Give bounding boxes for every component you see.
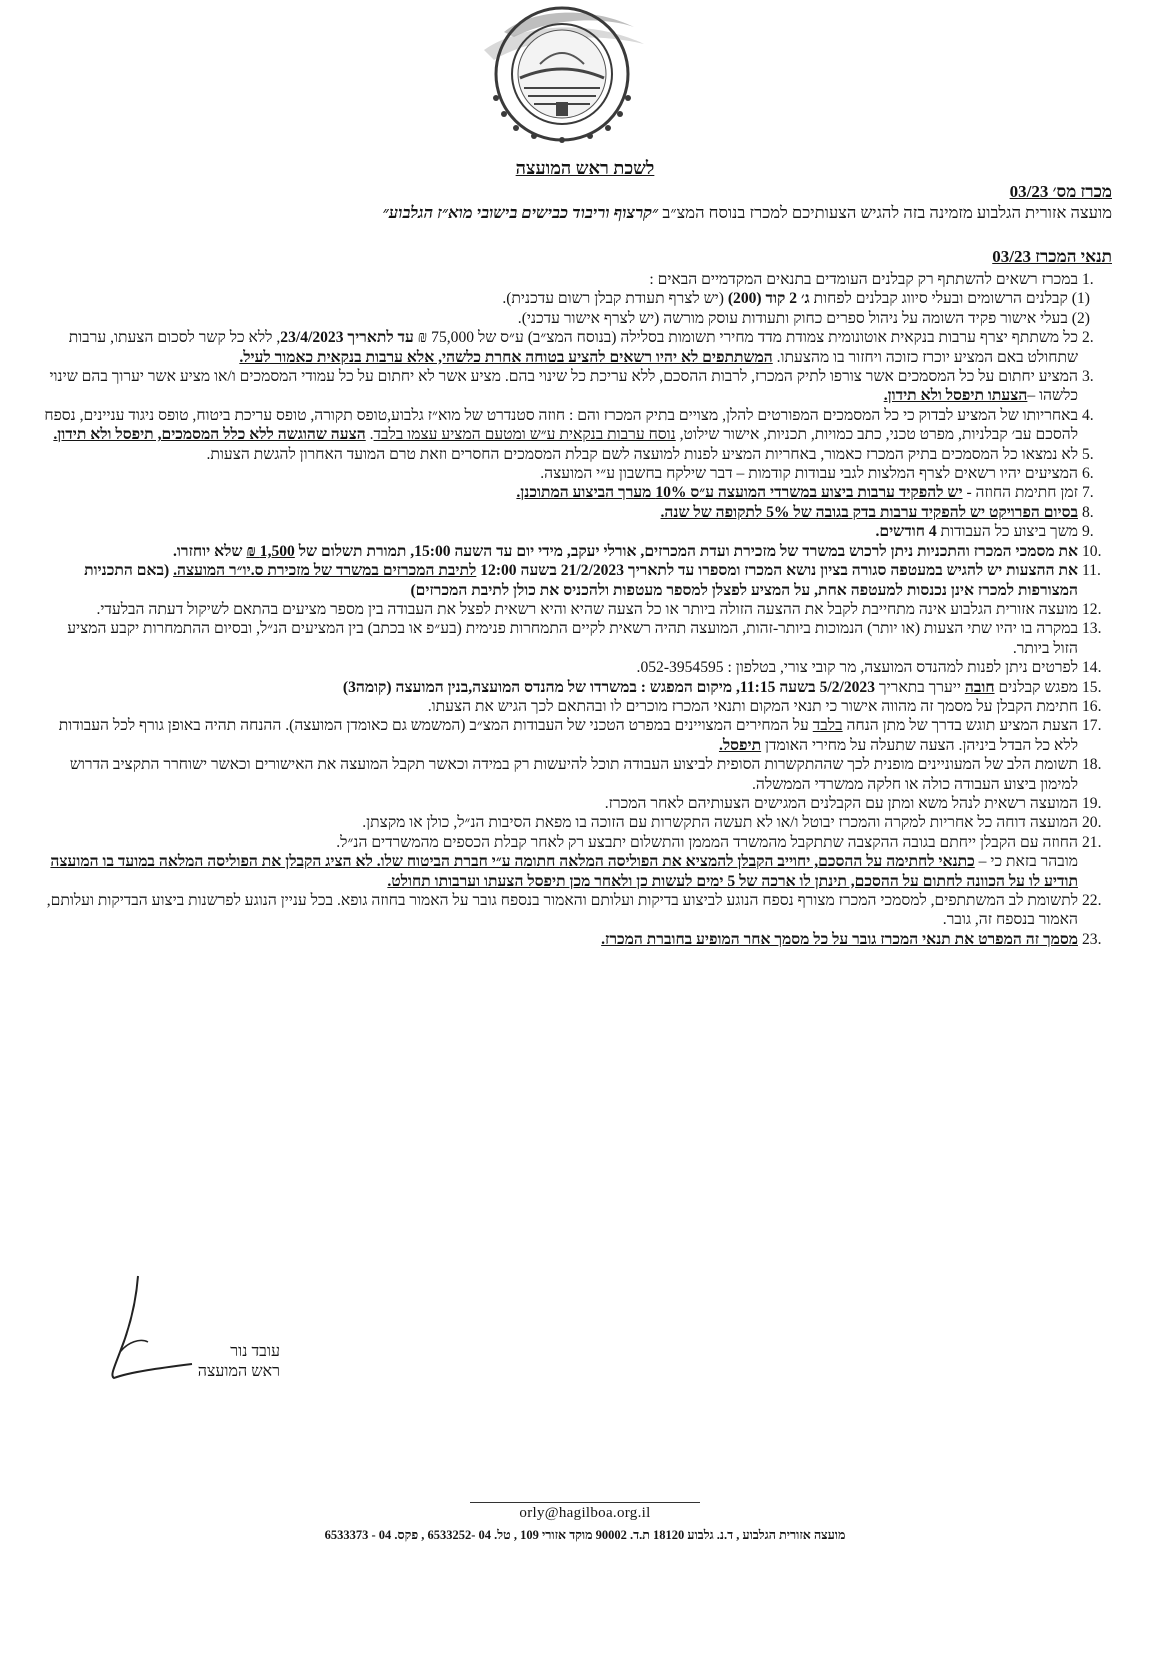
- condition-text: (יש לצרף תעודת קבלן רשום עדכנית).: [502, 290, 728, 308]
- condition-text: חתימת הקבלן על מסמך זה מהווה אישור כי תנאי המקום ותנאי המכרז מוכרים לו ובהתאם לכך הגיש את הצעתו.: [427, 697, 1078, 715]
- condition-text: המועצה רשאית לנהל משא ומתן עם הקבלנים המגישים הצעותיהם לאחר המכרז.: [604, 794, 1078, 812]
- condition-item: [40, 891, 1112, 930]
- condition-text: 1,500 ₪: [246, 542, 295, 560]
- condition-item: [40, 367, 1112, 406]
- condition-item: [40, 658, 1112, 677]
- condition-number: 17.: [1082, 717, 1102, 735]
- condition-text: המציעים יהיו רשאים לצרף המלצות לגבי עבודות קודמות – דבר שילקח בחשבון ע״י המועצה.: [540, 465, 1078, 483]
- condition-text: (באם התכניות המצורפות למכרז אינן נכנסות למעטפה אחת, על המציע לפצלן למספר מעטפות ולהכניס את כולן לתיבת המכרזים): [84, 562, 1078, 599]
- condition-item: [40, 600, 1112, 619]
- condition-text: על המחירים המצויינים במפרט הטכני של העבודות המצ״ב (המשמש גם כאומדן המועצה). ההנחה תהיה באופן גורף לכל העבודות ללא כל הבדל ביניהן. הצעה שתעלה על מחירי האומדן: [58, 717, 1078, 754]
- condition-text: זמן חתימת החוזה -: [962, 484, 1078, 502]
- condition-text: את מסמכי המכרז והתכניות ניתן לרכוש במשרד של מזכירת ועדת המכרזים, אורלי יעקב, מידי יום עד השעה 15:00, תמורת תשלום של: [294, 542, 1078, 560]
- condition-item: [40, 561, 1112, 600]
- signer-name: עובד נור: [230, 1343, 280, 1360]
- condition-number: 11.: [1082, 562, 1101, 580]
- signer-title: ראש המועצה: [197, 1363, 280, 1380]
- condition-text: ג׳ 2 קוד (200): [727, 290, 810, 308]
- condition-number: 22.: [1082, 892, 1102, 909]
- conditions-title: תנאי המכרז 03/23: [992, 247, 1112, 266]
- condition-text: לתשומת לב המשתתפים, למסמכי המכרז מצורף נספח הנוגע לביצוע בדיקות ועלותם והאמור בנספח גובר על האמור בחוזה גופא. בכל עניין הנוגע לפרשנות ביצוע הבדיקות ועלותם, האמור בנספח זה, גובר.: [46, 892, 1078, 929]
- condition-text: המציע יחתום על כל המסמכים אשר צורפו לתיק המכרז, לרבות ההסכם, ללא עריכת כל שינוי בהם. מציע אשר לא יחתום על כל עמודי המסמכים ו/או מציע אשר יערוך בהם שינוי כלשהו –: [49, 368, 1078, 405]
- condition-item: [40, 464, 1112, 483]
- condition-number: 8.: [1082, 503, 1094, 521]
- condition-text: תשומת הלב של המעוניינים מופנית לכך שההתקשרות הסופית לביצוע העבודה תוכל להיעשות רק במידה וכאשר תקבל המועצה את האישורים וכאשר ישוחרר התקציב הדרוש למימון ביצוע העבודה כולה או חלקה ממשרדי הממשלה.: [69, 756, 1078, 793]
- condition-number: 20.: [1082, 814, 1102, 832]
- condition-text: 5/2/2023 בשעה 11:15, מיקום המפגש : במשרדו של מהנדס המועצה,בנין המועצה (קומה3): [342, 678, 876, 696]
- condition-item: [40, 852, 1112, 891]
- condition-number: 13.: [1082, 620, 1102, 638]
- footer-email: orly@hagilboa.org.il: [519, 1505, 651, 1521]
- condition-text: מובהר בזאת כי –: [974, 853, 1078, 871]
- condition-item: [40, 619, 1112, 658]
- condition-item: [40, 794, 1112, 813]
- condition-text: , ללא כל קשר לסכום הצעתו, ערבות שתחולט באם המציע יוכרז כזוכה ויחזור בו מהצעתו.: [68, 329, 1078, 366]
- condition-text: את ההצעות יש להגיש במעטפה סגורה בציון נושא המכרז ומספרו עד לתאריך 21/2/2023 בשעה 12:00: [476, 562, 1078, 580]
- condition-text: באחריותו של המציע לבדוק כי כל המסמכים המפורטים להלן, מצויים בתיק המכרז והם : חוזה סטנדרט של מוא״ז גלבוע,טופס תקורה, טופס עריכת ביטוח, טופס ניגוד עניינים, נספח להסכם עב׳ קבלניות, מפרט טכני, כתב כמויות, תכניות, אישור שילוט,: [44, 406, 1078, 444]
- condition-text: חובה: [964, 678, 995, 696]
- footer-address: מועצה אזורית הגלבוע , ד.נ. גלבוע 18120 ת.ד. 90002 מוקד אזורי 109 , טל. 04 -6533252 , פקס. 04 - 6533373: [324, 1528, 846, 1542]
- condition-number: 21.: [1082, 833, 1102, 851]
- condition-text: כתנאי לחתימה על ההסכם, יחוייב הקבלן להמציא את הפוליסה המלאה חתומה ע״י חברת הביטוח שלו. לא הציג הקבלן את הפוליסה המלאה במועד בו המועצה תודיע לו על הכוונה לחתום על ההסכם, תינתן לו ארכה של 5 ימים לעשות כן ולאחר מכן תיפסל הצעתו וערבותו תחולט.: [50, 853, 1078, 890]
- tender-number: מכרז מס׳ 03/23: [1009, 182, 1112, 201]
- condition-text: נוסח ערבות בנקאית ע״ש ומטעם המציע עצמו בלבד: [373, 426, 676, 444]
- condition-text: מסמך זה המפרט את תנאי המכרז גובר על כל מסמך אחר המופיע בחוברת המכרז.: [601, 930, 1078, 948]
- condition-text: מועצה אזורית הגלבוע אינה מתחייבת לקבל את ההצעה הזולה ביותר או כל הצעה שהיא והיא רשאית לפצל את העבודה בין מספר מציעים בהתאם לשיקול דעתה הבלעדי.: [96, 600, 1078, 618]
- condition-text: בסיום הפרויקט יש להפקיד ערבות בדק בגובה של 5% לתקופה של שנה.: [660, 503, 1078, 521]
- condition-number: 4.: [1082, 406, 1094, 424]
- condition-item: [40, 522, 1112, 541]
- condition-number: 14.: [1082, 659, 1102, 677]
- condition-number: 18.: [1082, 756, 1102, 774]
- condition-text: לפרטים ניתן לפנות למהנדס המועצה, מר קובי צורי, בטלפון : 052-3954595.: [636, 659, 1078, 677]
- condition-text: המשתתפים לא יהיו רשאים להציע בטוחה אחרת כלשהי, אלא ערבות בנקאית כאמור לעיל.: [239, 348, 773, 366]
- condition-item: [40, 406, 1112, 445]
- condition-item: [40, 678, 1112, 697]
- condition-item: [40, 755, 1112, 794]
- condition-number: 23.: [1082, 930, 1102, 948]
- condition-text: המועצה דוחה כל אחריות למקרה והמכרז יבוטל ו/או לא תעשה התקשרות עם הזוכה בו מפאת הסיבות הנ״ל, כולן או מקצתן.: [362, 814, 1078, 832]
- condition-text: עד לתאריך 23/4/2023: [280, 329, 414, 347]
- condition-item: [40, 503, 1112, 522]
- condition-text: תיפסל.: [718, 736, 762, 754]
- condition-text: במקרה בו יהיו שתי הצעות (או יותר) הנמוכות ביותר-זהות, המועצה תהיה רשאית לקיים התמחרות פנימית (בע״פ או בכתב) בין המציעים הנ״ל, ובסיום ההתמחרות יקבע המציע הזול ביותר.: [67, 620, 1078, 657]
- condition-text: שלא יוחזרו.: [173, 542, 247, 560]
- condition-number: 2.: [1082, 329, 1094, 347]
- condition-number: 6.: [1082, 465, 1094, 483]
- condition-item: [40, 833, 1112, 852]
- condition-number: 5.: [1082, 445, 1094, 463]
- condition-text: ייערך בתאריך: [875, 678, 965, 696]
- condition-text: (2) בעלי אישור פקיד השומה על ניהול ספרים כחוק ותעודות עוסק מורשה (יש לצרף אישור עדכני).: [517, 309, 1090, 327]
- condition-item: [40, 542, 1112, 561]
- condition-text: בלבד: [812, 717, 843, 735]
- invitation-line: [40, 203, 1112, 223]
- condition-item: [40, 270, 1112, 289]
- condition-item: [40, 697, 1112, 716]
- condition-text: לא נמצאו כל המסמכים בתיק המכרז כאמור, באחריות המציע לפנות למועצה לשם קבלת המסמכים החסרים וזאת טרם המועד האחרון להגשת הצעות.: [206, 445, 1078, 463]
- condition-number: 3.: [1082, 368, 1094, 386]
- condition-text: משך ביצוע כל העבודות: [936, 523, 1078, 541]
- condition-text: הצעה שהוגשה ללא כלל המסמכים, תיפסל ולא תידון.: [53, 426, 366, 444]
- condition-number: 12.: [1082, 600, 1102, 618]
- condition-text: הצעת המציע תוגש בדרך של מתן הנחה: [842, 717, 1078, 735]
- invitation-prefix: מועצה אזורית הגלבוע מזמינה בזה להגיש הצעותיכם למכרז בנוסח המצ״ב: [662, 203, 1112, 222]
- condition-item: [40, 716, 1112, 755]
- condition-number: 16.: [1082, 697, 1102, 715]
- condition-number: 10.: [1082, 542, 1102, 560]
- footer-divider: [470, 1502, 700, 1503]
- council-seal-logo: [444, 2, 674, 158]
- condition-text: 4 חודשים.: [875, 523, 937, 541]
- condition-number: 9.: [1082, 523, 1094, 541]
- condition-item: [40, 445, 1112, 464]
- condition-item: [40, 813, 1112, 832]
- conditions-list: [40, 270, 1112, 949]
- condition-item: [40, 309, 1112, 328]
- condition-text: לתיבת המכרזים במשרד של מזכירת ס.יו״ר המועצה.: [173, 562, 477, 580]
- condition-item: [40, 289, 1112, 308]
- condition-number: 1.: [1082, 271, 1094, 288]
- condition-text: כל משתתף יצרף ערבות בנקאית אוטונומית צמודת מדד מחירי תשומות בסלילה (בנוסח המצ״ב) ע״ס של 75,000 ₪: [413, 329, 1078, 347]
- signer-block: [150, 1342, 280, 1382]
- condition-text: .: [365, 426, 374, 444]
- condition-item: [40, 930, 1112, 949]
- condition-text: יש להפקיד ערבות ביצוע במשרדי המועצה ע״ס 10% מערך הביצוע המתוכנן.: [516, 484, 963, 502]
- condition-item: [40, 483, 1112, 502]
- condition-text: מפגש קבלנים: [994, 678, 1078, 696]
- condition-text: במכרז רשאים להשתתף רק קבלנים העומדים בתנאים המקדמיים הבאים :: [649, 271, 1078, 288]
- condition-number: 15.: [1082, 678, 1102, 696]
- condition-text: החוזה עם הקבלן ייחתם בגובה ההקצבה שתתקבל מהמשרד המממן והתשלום יתבצע רק לאחר קבלת הכספים מהמשרדים הנ״ל.: [336, 833, 1078, 851]
- condition-text: (1) קבלנים הרשומים ובעלי סיווג קבלנים לפחות: [809, 290, 1090, 308]
- condition-number: 7.: [1082, 484, 1094, 502]
- condition-text: הצעתו תיפסל ולא תידון.: [883, 387, 1028, 405]
- condition-item: [40, 328, 1112, 367]
- invitation-subject: ״קרצוף וריבוד כבישים בישובי מוא״ז הגלבוע״: [382, 203, 659, 222]
- condition-number: 19.: [1082, 794, 1102, 812]
- office-heading: לשכת ראש המועצה: [515, 158, 655, 178]
